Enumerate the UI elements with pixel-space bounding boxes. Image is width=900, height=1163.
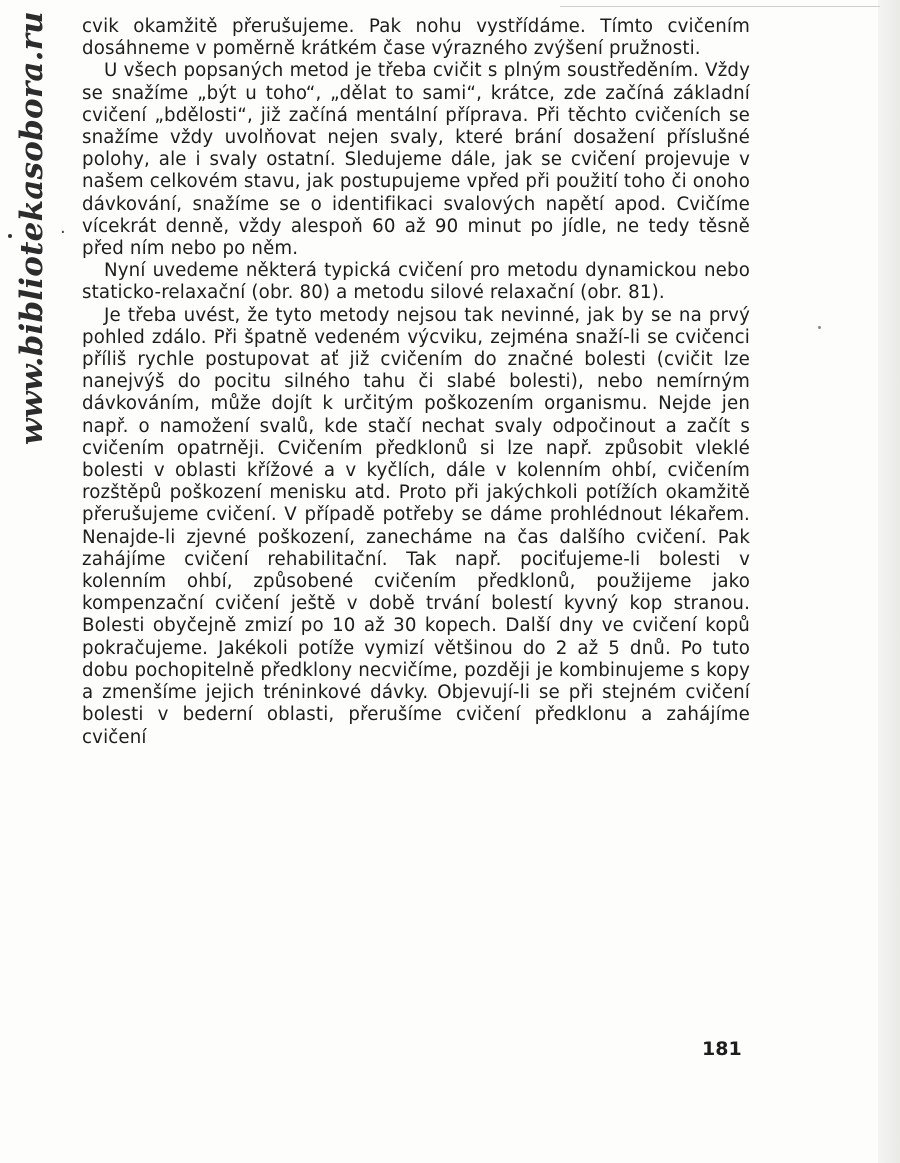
watermark-text: www.bibliotekasobora.ru (14, 11, 50, 445)
paragraph-4: Je třeba uvést, že tyto metody nejsou tak nevinné, jak by se na prvý pohled zdálo. Při špatně vedeném výcviku, zejména snaží-li se cvičenci příliš rychle postupovat ať již cvičením do značné bolesti (cvičit lze nanejvýš do pocitu silného tahu či slabé bolesti), nebo nemírným dávkováním, může dojít k určitým poškozením organismu. Nejde jen např. o namožení svalů, kde stačí nechat svaly odpočinout a začít s cvičením opatrněji. Cvičením předklonů si lze např. způsobit vleklé bolesti v oblasti křížové a v kyčlích, dále v kolenním ohbí, cvičením rozštěpů poškození menisku atd. Proto při jakýchkoli potížích okamžitě přerušujeme cvičení. V případě potřeby se dáme prohlédnout lékařem. Nenajde-li zjevné poškození, zanecháme na čas dalšího cvičení. Pak zahájíme cvičení rehabilitační. Tak např. pociťujeme-li bolesti v kolenním ohbí, způsobené cvičením předklonů, použijeme jako kompenzační cvičení ještě v době trvání bolestí kyvný kop stranou. Bolesti obyčejně zmizí po 10 až 30 kopech. Další dny ve cvičení kopů pokračujeme. Jakékoli potíže vymizí většinou do 2 až 5 dnů. Po tuto dobu pochopitelně předklony necvičíme, později je kombinujeme s kopy a zmenšíme jejich tréninkové dávky. Objevují-li se při stejném cvičení bolesti v bederní oblasti, přerušíme cvičení předklonu a zahájíme cvičení (82, 304, 750, 748)
paragraph-2: U všech popsaných metod je třeba cvičit s plným soustředěním. Vždy se snažíme „být u toho“, „dělat to sami“, krátce, zde začíná základní cvičení „bdělosti“, již začíná mentální příprava. Při těchto cvičeních se snažíme vždy uvolňovat nejen svaly, které brání dosažení příslušné polohy, ale i svaly ostatní. Sledujeme dále, jak se cvičení projevuje v našem celkovém stavu, jak postupujeme vpřed při použití toho či onoho dávkování, snažíme se o identifikaci svalových napětí apod. Cvičíme vícekrát denně, vždy alespoň 60 až 90 minut po jídle, ne tedy těsně před ním nebo po něm. (82, 60, 750, 260)
page-edge-shadow (878, 0, 900, 1163)
paragraph-3: Nyní uvedeme některá typická cvičení pro metodu dynamickou nebo staticko-relaxační (obr. 80) a metodu silové relaxační (obr. 81). (82, 260, 750, 304)
margin-dot-mark (8, 234, 12, 238)
page-body-text (82, 16, 750, 749)
margin-tick-mark: · (60, 222, 66, 243)
paragraph-1: cvik okamžitě přerušujeme. Pak nohu vystřídáme. Tímto cvičením dosáhneme v poměrně krátkém čase výrazného zvýšení pružnosti. (82, 16, 750, 60)
page-number: 181 (702, 1038, 742, 1060)
watermark (8, 11, 56, 445)
scan-top-line (560, 6, 880, 7)
scan-speck (818, 326, 821, 329)
